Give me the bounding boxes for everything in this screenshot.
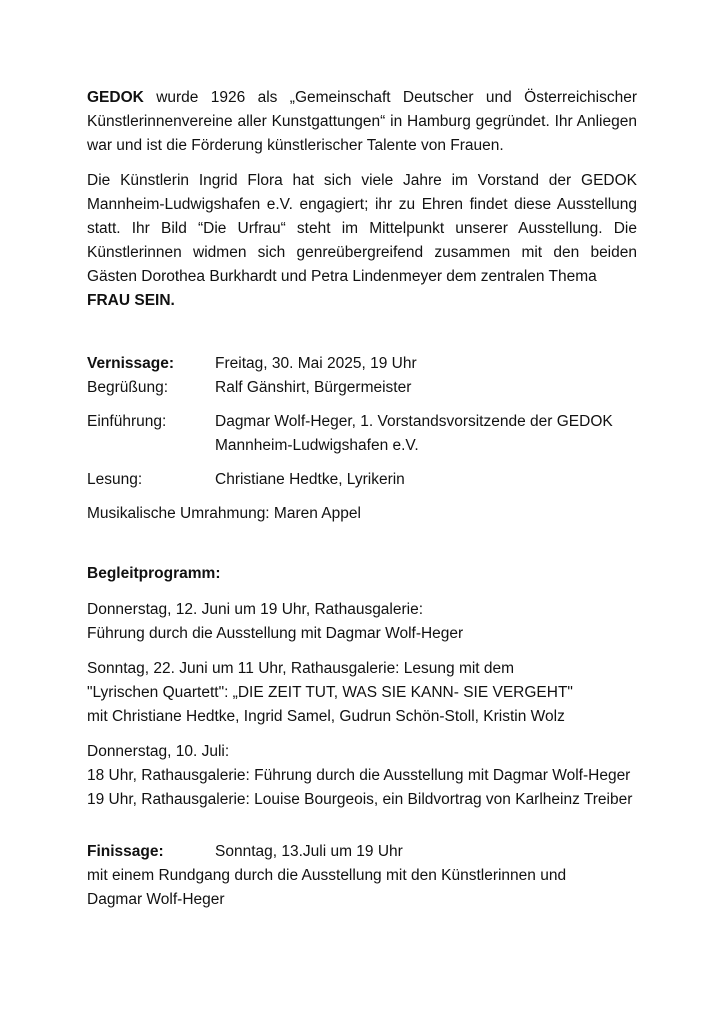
- program-item: [87, 740, 637, 812]
- finissage-line: mit einem Rundgang durch die Ausstellung mit den Künstlerinnen und: [87, 867, 567, 884]
- document-page: [87, 86, 637, 912]
- finissage-label: Finissage:: [87, 843, 164, 860]
- frau-sein-bold: FRAU SEIN.: [87, 292, 175, 309]
- vernissage-row: [87, 352, 637, 376]
- program-item-line: Donnerstag, 10. Juli:: [87, 743, 230, 760]
- intro-paragraph-flora: [87, 169, 637, 313]
- vernissage-block: [87, 352, 637, 526]
- program-title-text: Begleitprogramm:: [87, 565, 221, 582]
- schedule-row-introduction: [87, 410, 637, 458]
- vernissage-label: Vernissage:: [87, 355, 175, 372]
- schedule-value: Christiane Hedtke, Lyrikerin: [215, 471, 405, 488]
- program-item-line: Sonntag, 22. Juni um 11 Uhr, Rathausgalerie: Lesung mit dem: [87, 660, 515, 677]
- program-item-line: mit Christiane Hedtke, Ingrid Samel, Gudrun Schön-Stoll, Kristin Wolz: [87, 708, 565, 725]
- intro-paragraph-gedok: [87, 86, 637, 158]
- music-line: Musikalische Umrahmung: Maren Appel: [87, 505, 361, 522]
- program-item: [87, 598, 637, 646]
- schedule-row-reading: [87, 468, 637, 492]
- schedule-label: Einführung:: [87, 413, 167, 430]
- program-item-line: Führung durch die Ausstellung mit Dagmar Wolf-Heger: [87, 625, 464, 642]
- schedule-label: Begrüßung:: [87, 379, 168, 396]
- intro-paragraph-gedok-text: wurde 1926 als „Gemeinschaft Deutscher und Österreichischer Künstlerinnenvereine aller Kunstgattungen“ in Hamburg gegründet. Ihr Anliegen war und ist die Förderung künstlerischer Talente von Frauen.: [87, 89, 637, 154]
- finissage-line: Dagmar Wolf-Heger: [87, 891, 225, 908]
- schedule-value: Dagmar Wolf-Heger, 1. Vorstandsvorsitzende der GEDOK Mannheim-Ludwigshafen e.V.: [215, 413, 613, 454]
- program-item: [87, 657, 637, 729]
- finissage-row: [87, 840, 637, 864]
- program-item-line: 19 Uhr, Rathausgalerie: Louise Bourgeois, ein Bildvortrag von Karlheinz Treiber: [87, 791, 633, 808]
- program-item-line: Donnerstag, 12. Juni um 19 Uhr, Rathausgalerie:: [87, 601, 424, 618]
- program-title: [87, 562, 637, 586]
- finissage-value: Sonntag, 13.Juli um 19 Uhr: [215, 843, 403, 860]
- schedule-label: Lesung:: [87, 471, 143, 488]
- finissage-block: [87, 840, 637, 912]
- intro-paragraph-flora-text: Die Künstlerin Ingrid Flora hat sich viele Jahre im Vorstand der GEDOK Mannheim-Ludwigshafen e.V. engagiert; ihr zu Ehren findet diese Ausstellung statt. Ihr Bild “Die Urfrau“ steht im Mittelpunkt unserer Ausstellung. Die Künstlerinnen widmen sich genreübergreifend zusammen mit den beiden Gästen Dorothea Burkhardt und Petra Lindenmeyer dem zentralen Thema: [87, 172, 637, 285]
- schedule-row-greeting: [87, 376, 637, 400]
- vernissage-value: Freitag, 30. Mai 2025, 19 Uhr: [215, 355, 417, 372]
- gedok-bold: GEDOK: [87, 89, 144, 106]
- program-item-line: 18 Uhr, Rathausgalerie: Führung durch die Ausstellung mit Dagmar Wolf-Heger: [87, 767, 631, 784]
- program-item-line: "Lyrischen Quartett": „DIE ZEIT TUT, WAS SIE KANN- SIE VERGEHT": [87, 684, 573, 701]
- schedule-value: Ralf Gänshirt, Bürgermeister: [215, 379, 412, 396]
